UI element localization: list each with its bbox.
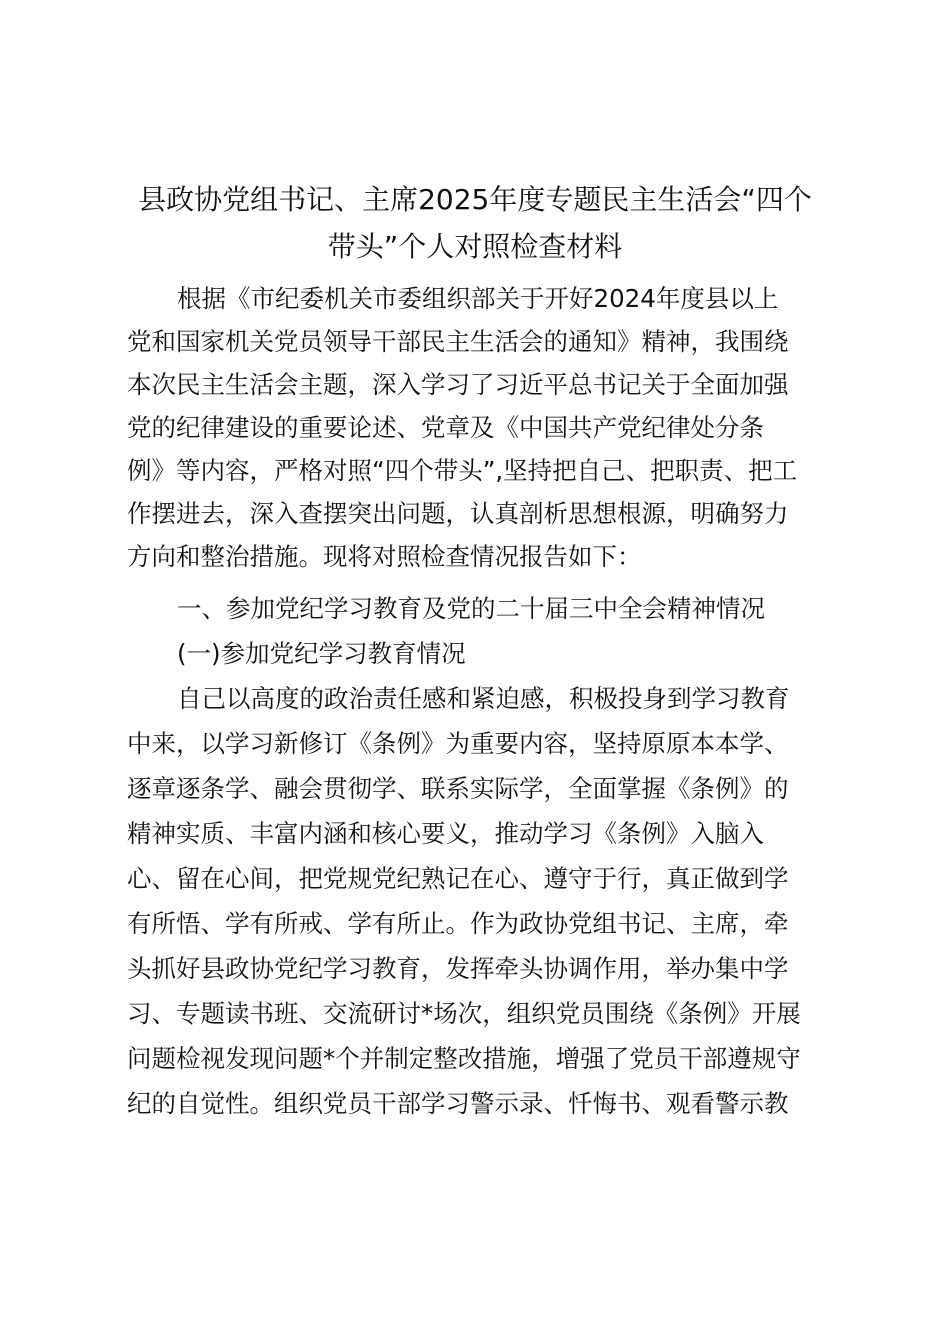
paragraph-2-line-1: 自己以高度的政治责任感和紧迫感，积极投身到学习教育 [177,684,790,713]
paragraph-1-line-5: 例》等内容，严格对照“四个带头”,坚持把自己、把职责、把工 [127,456,798,485]
paragraph-2-line-7: 头抓好县政协党纪学习教育，发挥牵头协调作用，举办集中学 [127,954,789,983]
paragraph-1-line-3: 本次民主生活会主题，深入学习了习近平总书记关于全面加强 [127,370,789,399]
paragraph-2-line-6: 有所悟、学有所戒、学有所止。作为政协党组书记、主席，牵 [127,909,789,938]
paragraph-2-line-3: 逐章逐条学、融会贯彻学、联系实际学，全面掌握《条例》的 [127,774,789,803]
paragraph-2-line-8: 习、专题读书班、交流研讨*场次，组织党员围绕《条例》开展 [127,999,801,1028]
paragraph-2-line-2: 中来，以学习新修订《条例》为重要内容，坚持原原本本学、 [127,729,789,758]
paragraph-2-line-4: 精神实质、丰富内涵和核心要义，推动学习《条例》入脑入 [127,819,764,848]
paragraph-2-line-10: 纪的自觉性。组织党员干部学习警示录、忏悔书、观看警示教 [127,1089,789,1118]
paragraph-1-line-2: 党和国家机关党员领导干部民主生活会的通知》精神，我围绕 [127,327,789,356]
document-title-line-2: 带头”个人对照检查材料 [327,230,623,263]
document-title-line-1: 县政协党组书记、主席2025年度专题民主生活会“四个 [138,183,812,216]
paragraph-1-line-6: 作摆进去，深入查摆突出问题，认真剖析思想根源，明确努力 [127,499,789,528]
paragraph-2-line-9: 问题检视发现问题*个并制定整改措施，增强了党员干部遵规守 [127,1044,801,1073]
paragraph-1-line-4: 党的纪律建设的重要论述、党章及《中国共产党纪律处分条 [127,413,764,442]
paragraph-1-line-7: 方向和整治措施。现将对照检查情况报告如下： [127,542,642,571]
section-heading-1: 一、参加党纪学习教育及党的二十届三中全会精神情况 [177,594,765,623]
paragraph-2-line-5: 心、留在心间，把党规党纪熟记在心、遵守于行，真正做到学 [127,864,789,893]
subsection-heading-1: (一)参加党纪学习教育情况 [177,639,466,668]
paragraph-1-line-1: 根据《市纪委机关市委组织部关于开好2024年度县以上 [177,284,779,313]
